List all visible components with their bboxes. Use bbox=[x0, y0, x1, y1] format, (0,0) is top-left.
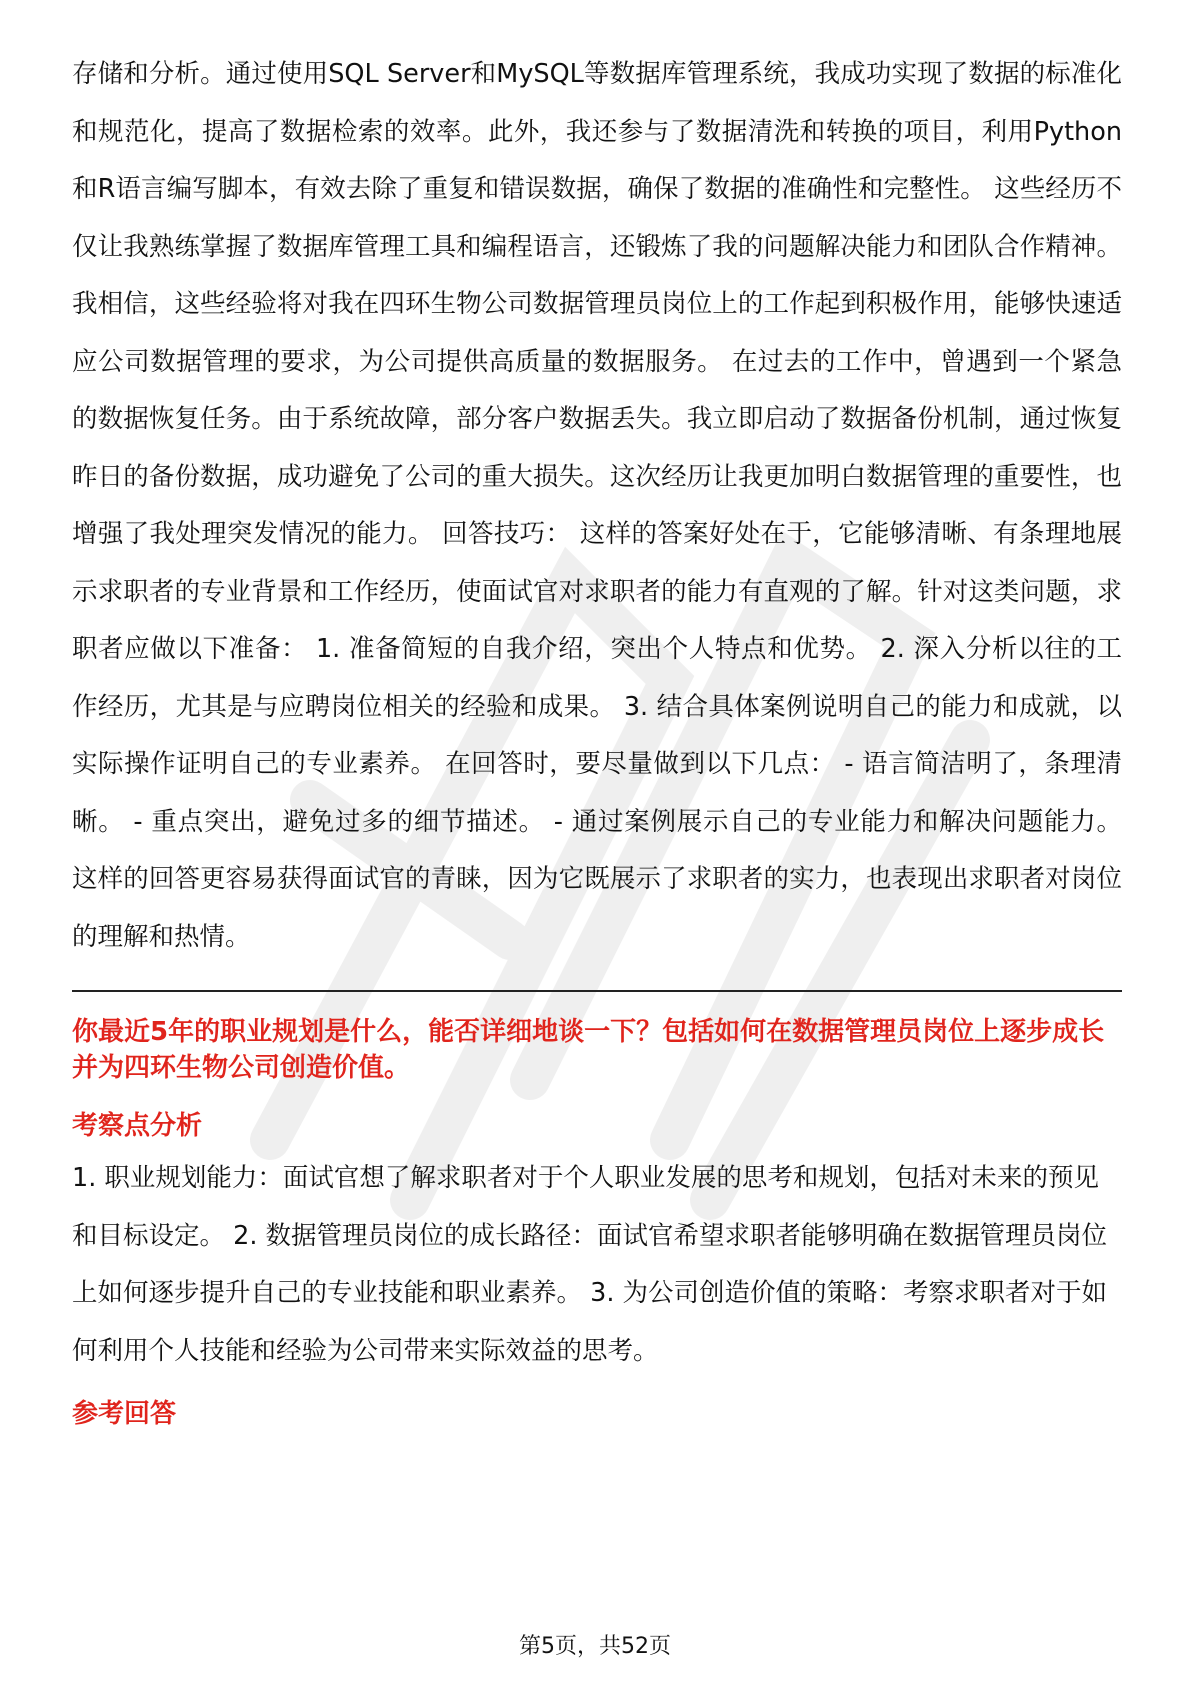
body-paragraph: 存储和分析。通过使用SQL Server和MySQL等数据库管理系统，我成功实现了数据的标准化和规范化，提高了数据检索的效率。此外，我还参与了数据清洗和转换的项目，利用Python和R语言编写脚本，有效去除了重复和错误数据，确保了数据的准确性和完整性。 这些经历不仅让我熟练掌握了数据库管理工具和编程语言，还锻炼了我的问题解决能力和团队合作精神。我相信，这些经验将对我在四环生物公司数据管理员岗位上的工作起到积极作用，能够快速适应公司数据管理的要求，为公司提供高质量的数据服务。 在过去的工作中，曾遇到一个紧急的数据恢复任务。由于系统故障，部分客户数据丢失。我立即启动了数据备份机制，通过恢复昨日的备份数据，成功避免了公司的重大损失。这次经历让我更加明白数据管理的重要性，也增强了我处理突发情况的能力。 回答技巧： 这样的答案好处在于，它能够清晰、有条理地展示求职者的专业背景和工作经历，使面试官对求职者的能力有直观的了解。针对这类问题，求职者应做以下准备： 1. 准备简短的自我介绍，突出个人特点和优势。 2. 深入分析以往的工作经历，尤其是与应聘岗位相关的经验和成果。 3. 结合具体案例说明自己的能力和成就，以实际操作证明自己的专业素养。 在回答时，要尽量做到以下几点： - 语言简洁明了，条理清晰。 - 重点突出，避免过多的细节描述。 - 通过案例展示自己的专业能力和解决问题能力。 这样的回答更容易获得面试官的青睐，因为它既展示了求职者的实力，也表现出求职者对岗位的理解和热情。 bbox=[72, 59, 1122, 952]
main-content bbox=[72, 46, 1122, 1432]
analysis-heading: 考察点分析 bbox=[72, 1111, 203, 1141]
reference-answer-heading: 参考回答 bbox=[72, 1399, 177, 1429]
interview-question: 你最近5年的职业规划是什么，能否详细地谈一下？包括如何在数据管理员岗位上逐步成长并为四环生物公司创造价值。 bbox=[72, 1017, 1105, 1083]
analysis-text: 1. 职业规划能力：面试官想了解求职者对于个人职业发展的思考和规划，包括对未来的预见和目标设定。 2. 数据管理员岗位的成长路径：面试官希望求职者能够明确在数据管理员岗位上如何逐步提升自己的专业技能和职业素养。 3. 为公司创造价值的策略：考察求职者对于如何利用个人技能和经验为公司带来实际效益的思考。 bbox=[72, 1163, 1108, 1366]
page-number: 第5页，共52页 bbox=[519, 1634, 671, 1659]
section-divider bbox=[72, 990, 1122, 992]
